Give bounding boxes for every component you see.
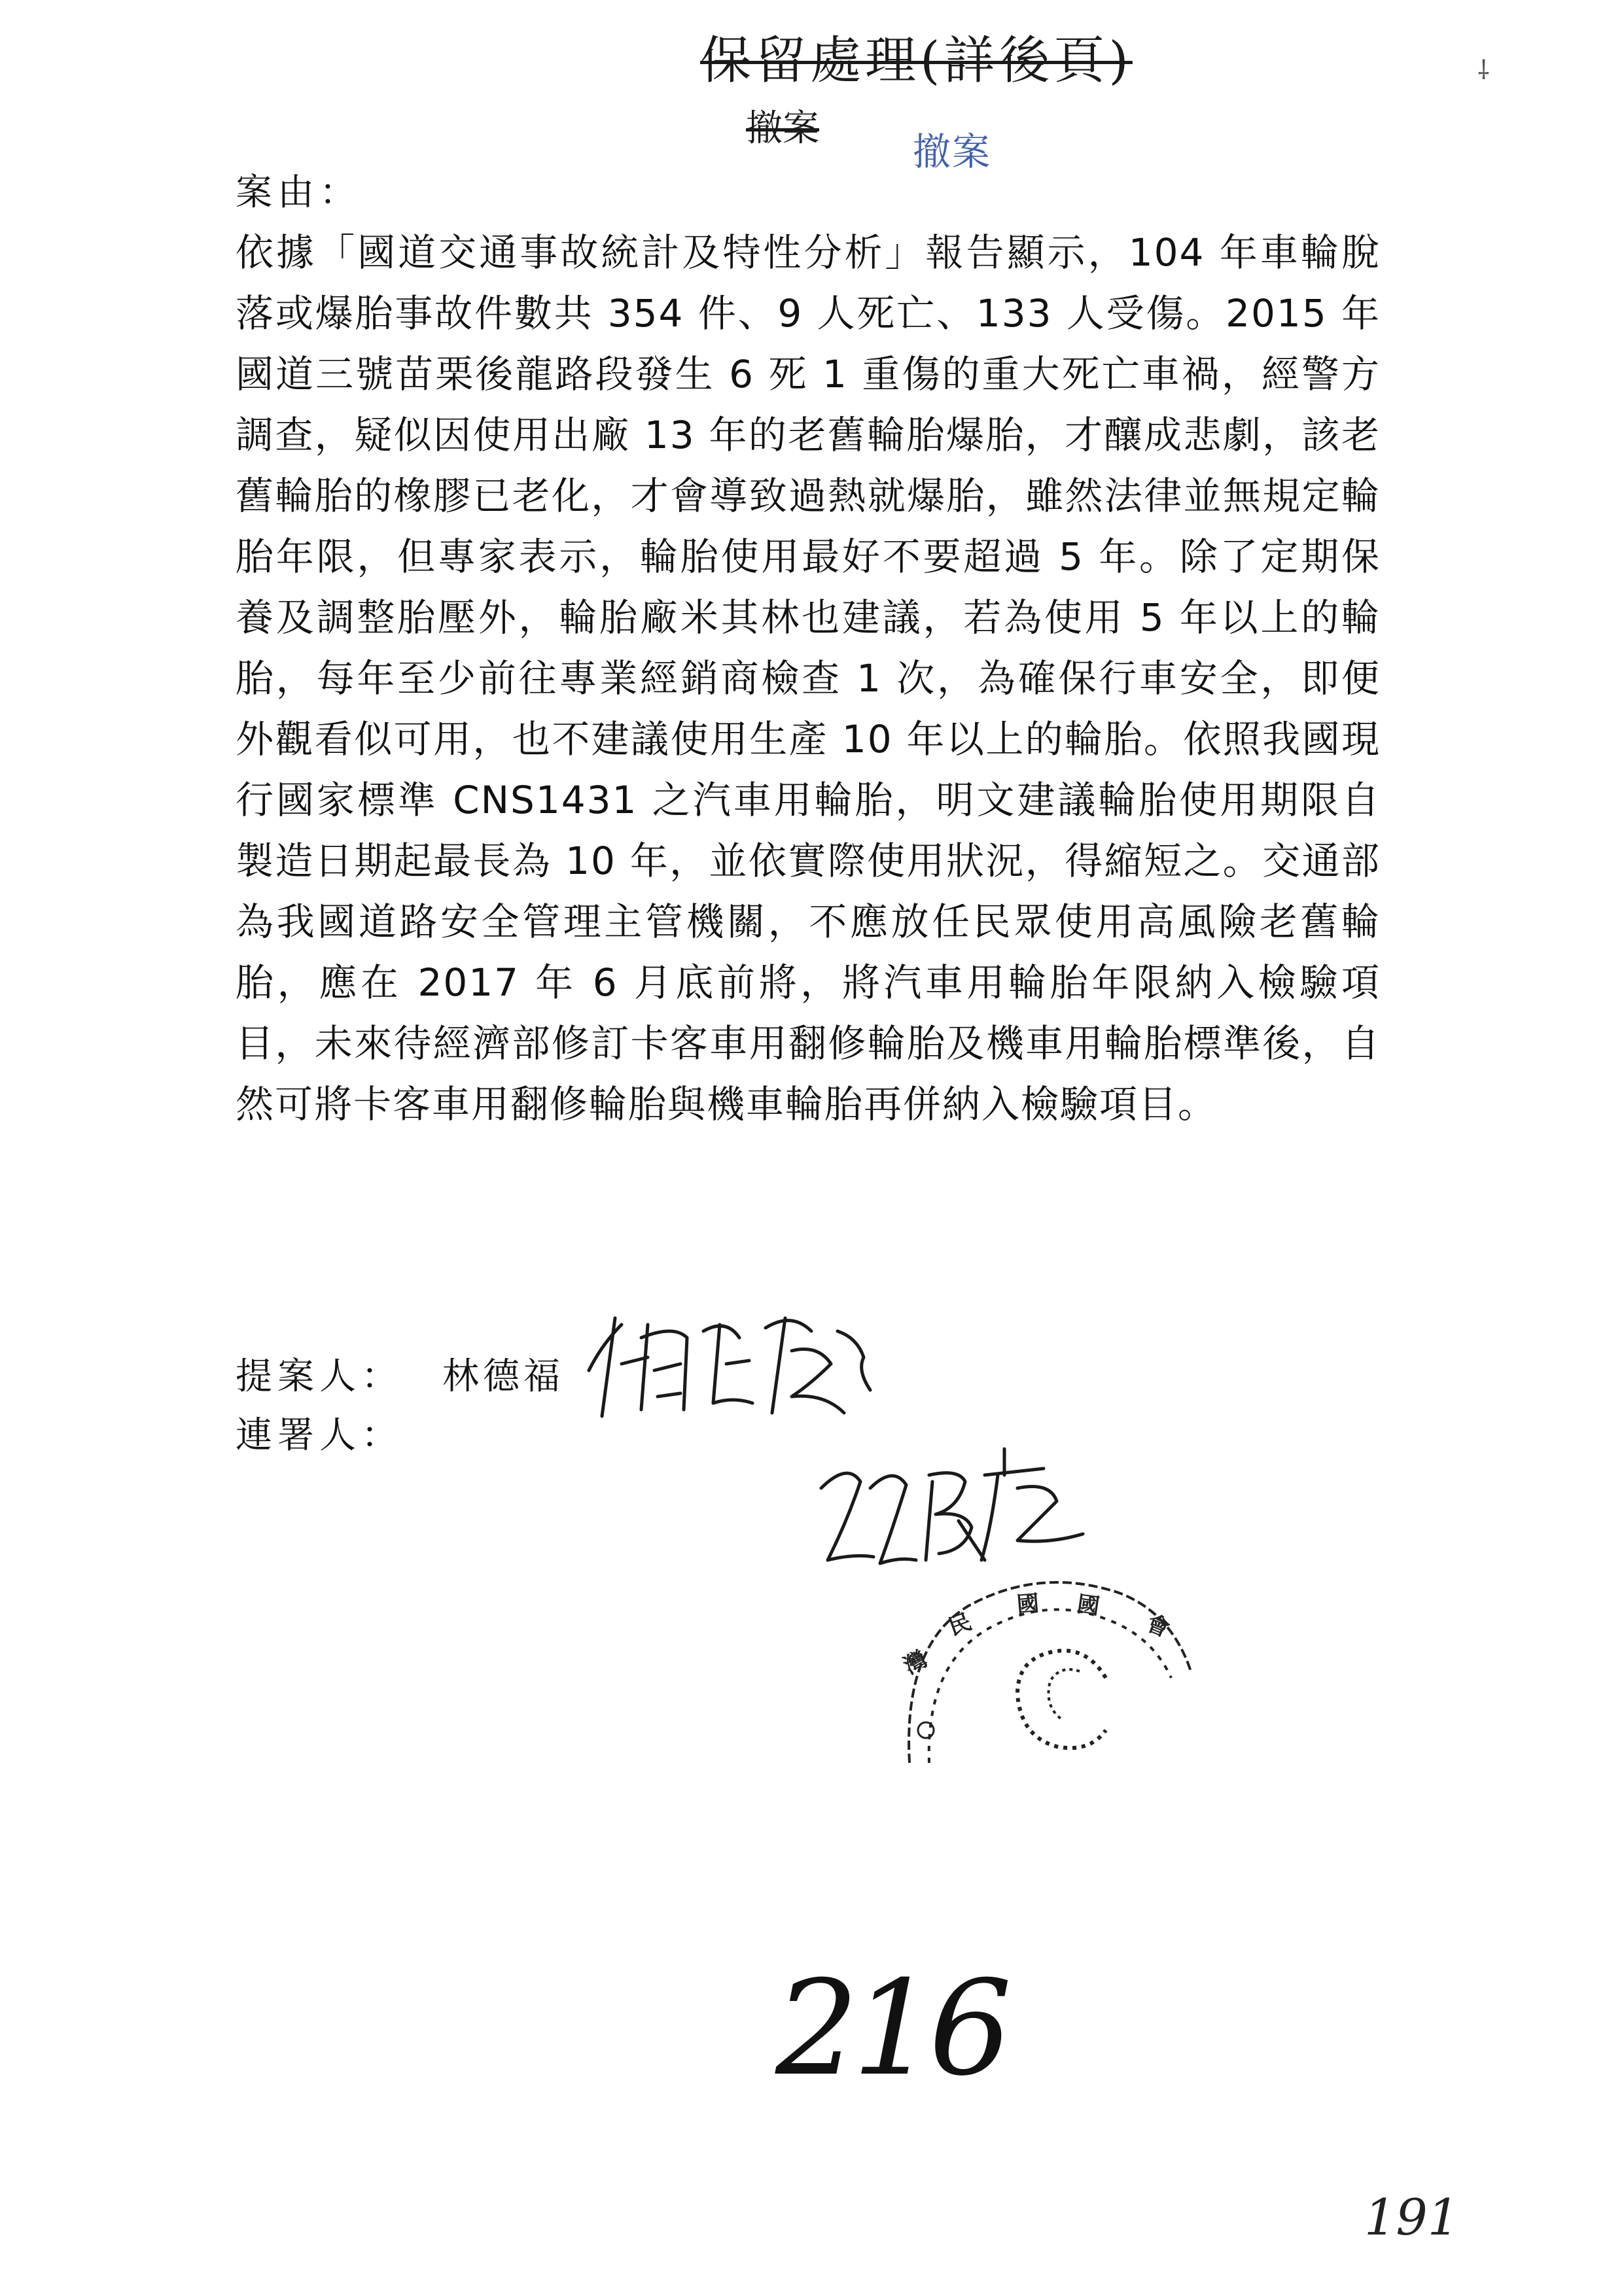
official-seal bbox=[890, 1567, 1210, 1796]
cosigner-label: 連署人： bbox=[236, 1414, 403, 1457]
page-number: 191 bbox=[1364, 2188, 1460, 2246]
handwritten-document-number: 216 bbox=[775, 1953, 1006, 2105]
withdraw-stamp: 撤案 bbox=[913, 130, 992, 174]
handwritten-signature-proposer bbox=[576, 1298, 890, 1429]
seal-char-3: 國 bbox=[1015, 1590, 1040, 1618]
proposer-row bbox=[236, 1348, 564, 1400]
proposer-label: 提案人： bbox=[236, 1355, 403, 1398]
seal-char-2: 民 bbox=[945, 1609, 976, 1641]
seal-char-4: 國 bbox=[1075, 1591, 1101, 1620]
reason-body-text: 依據「國道交通事故統計及特性分析」報告顯示，104 年車輪脫落或爆胎事故件數共 354 件、9 人死亡、133 人受傷。2015 年國道三號苗栗後龍路段發生 6 死 1 重傷的重大死亡車禍，經警方調查，疑似因使用出廠 13 年的老舊輪胎爆胎，才釀成悲劇，該老舊輪胎的橡膠已老化，才會導致過熱就爆胎，雖然法律並無規定輪胎年限，但專家表示，輪胎使用最好不要超過 5 年。除了定期保養及調整胎壓外，輪胎廠米其林也建議，若為使用 5 年以上的輪胎，每年至少前往專業經銷商檢查 1 次，為確保行車安全，即便外觀看似可用，也不建議使用生產 10 年以上的輪胎。依照我國現行國家標準 CNS1431 之汽車用輪胎，明文建議輪胎使用期限自製造日期起最長為 10 年，並依實際使用狀況，得縮短之。交通部為我國道路安全管理主管機關，不應放任民眾使用高風險老舊輪胎，應在 2017 年 6 月底前將，將汽車用輪胎年限納入檢驗項目，未來待經濟部修訂卡客車用翻修輪胎及機車用輪胎標準後，自然可將卡客車用翻修輪胎與機車輪胎再併納入檢驗項目。 bbox=[236, 230, 1381, 1126]
corner-tick-mark: ⸸ bbox=[1477, 56, 1490, 86]
handwritten-title-annotation: 保留處理(詳後頁) bbox=[700, 31, 1133, 90]
proposer-name: 林德福 bbox=[442, 1355, 564, 1398]
reason-label: 案由： bbox=[236, 171, 361, 214]
handwritten-signature-cosigner bbox=[808, 1429, 1116, 1580]
handwritten-withdraw-annotation: 撤案 bbox=[746, 107, 819, 150]
seal-char-1: 灣 bbox=[899, 1646, 932, 1680]
seal-char-5: 會 bbox=[1142, 1610, 1174, 1643]
